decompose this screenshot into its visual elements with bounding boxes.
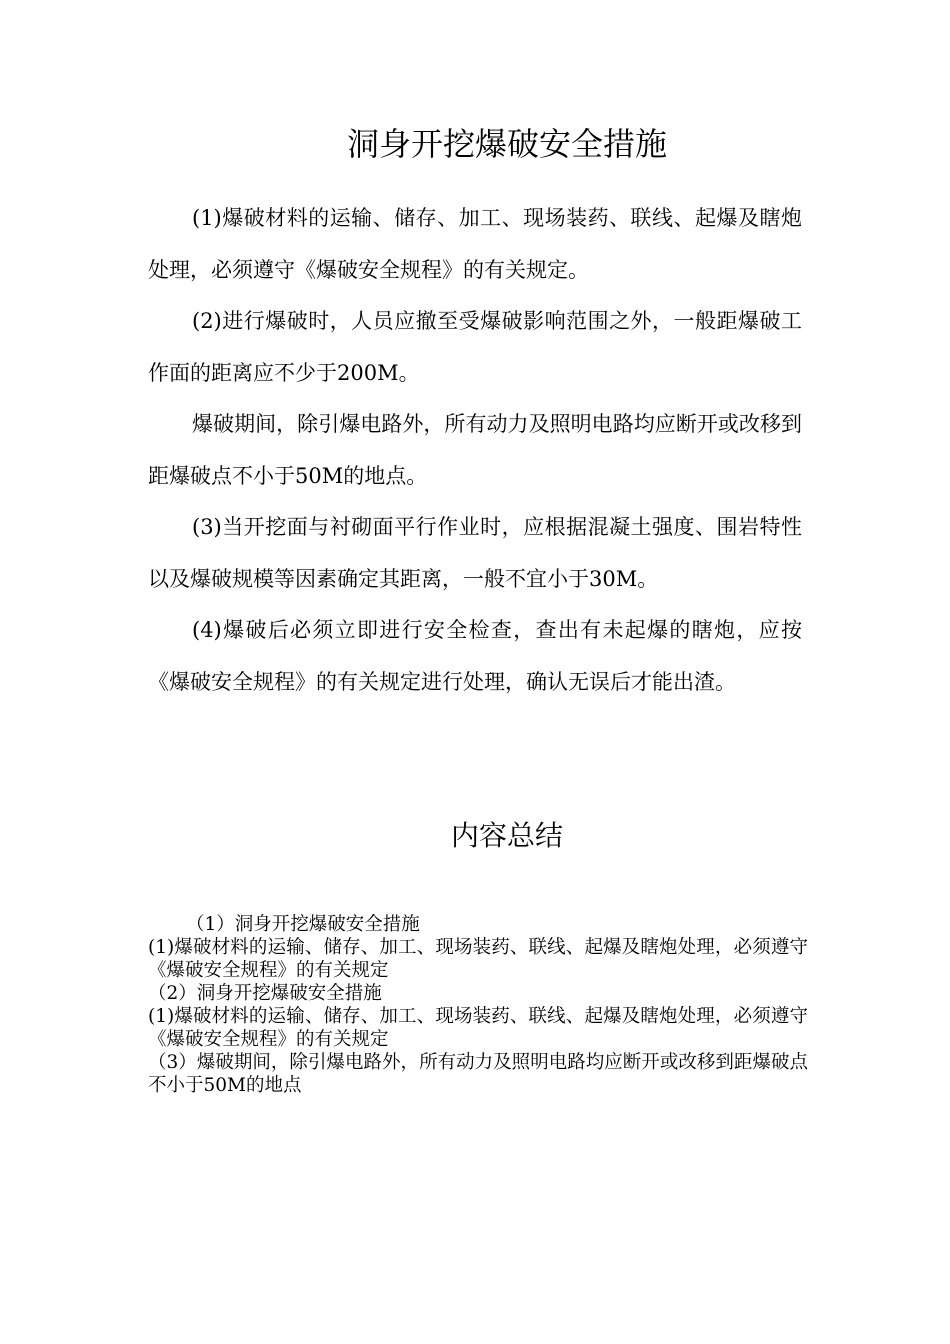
paragraph-4: (3)当开挖面与衬砌面平行作业时，应根据混凝土强度、围岩特性以及爆破规模等因素确定其距离，一般不宜小于30M。 xyxy=(148,515,802,591)
summary-line-5: （3）爆破期间，除引爆电路外，所有动力及照明电路均应断开或改移到距爆破点不小于50M的地点 xyxy=(148,1052,808,1096)
document-title: 洞身开挖爆破安全措施 xyxy=(346,125,667,163)
summary-line-1: （1）洞身开挖爆破安全措施 xyxy=(186,914,420,935)
summary-body xyxy=(148,913,808,1097)
summary-line-3: （2）洞身开挖爆破安全措施 xyxy=(148,983,382,1004)
paragraph-2: (2)进行爆破时，人员应撤至受爆破影响范围之外，一般距爆破工作面的距离应不少于200M。 xyxy=(148,309,802,385)
paragraph-3: 爆破期间，除引爆电路外，所有动力及照明电路均应断开或改移到距爆破点不小于50M的地点。 xyxy=(148,412,802,488)
summary-title: 内容总结 xyxy=(450,819,563,852)
document-body xyxy=(148,193,802,708)
paragraph-1: (1)爆破材料的运输、储存、加工、现场装药、联线、起爆及瞎炮处理，必须遵守《爆破安全规程》的有关规定。 xyxy=(148,206,802,282)
summary-line-4: (1)爆破材料的运输、储存、加工、现场装药、联线、起爆及瞎炮处理，必须遵守《爆破安全规程》的有关规定 xyxy=(148,1006,808,1050)
summary-line-2: (1)爆破材料的运输、储存、加工、现场装药、联线、起爆及瞎炮处理，必须遵守《爆破安全规程》的有关规定 xyxy=(148,937,808,981)
paragraph-5: (4)爆破后必须立即进行安全检查，查出有未起爆的瞎炮，应按《爆破安全规程》的有关规定进行处理，确认无误后才能出渣。 xyxy=(148,618,802,694)
